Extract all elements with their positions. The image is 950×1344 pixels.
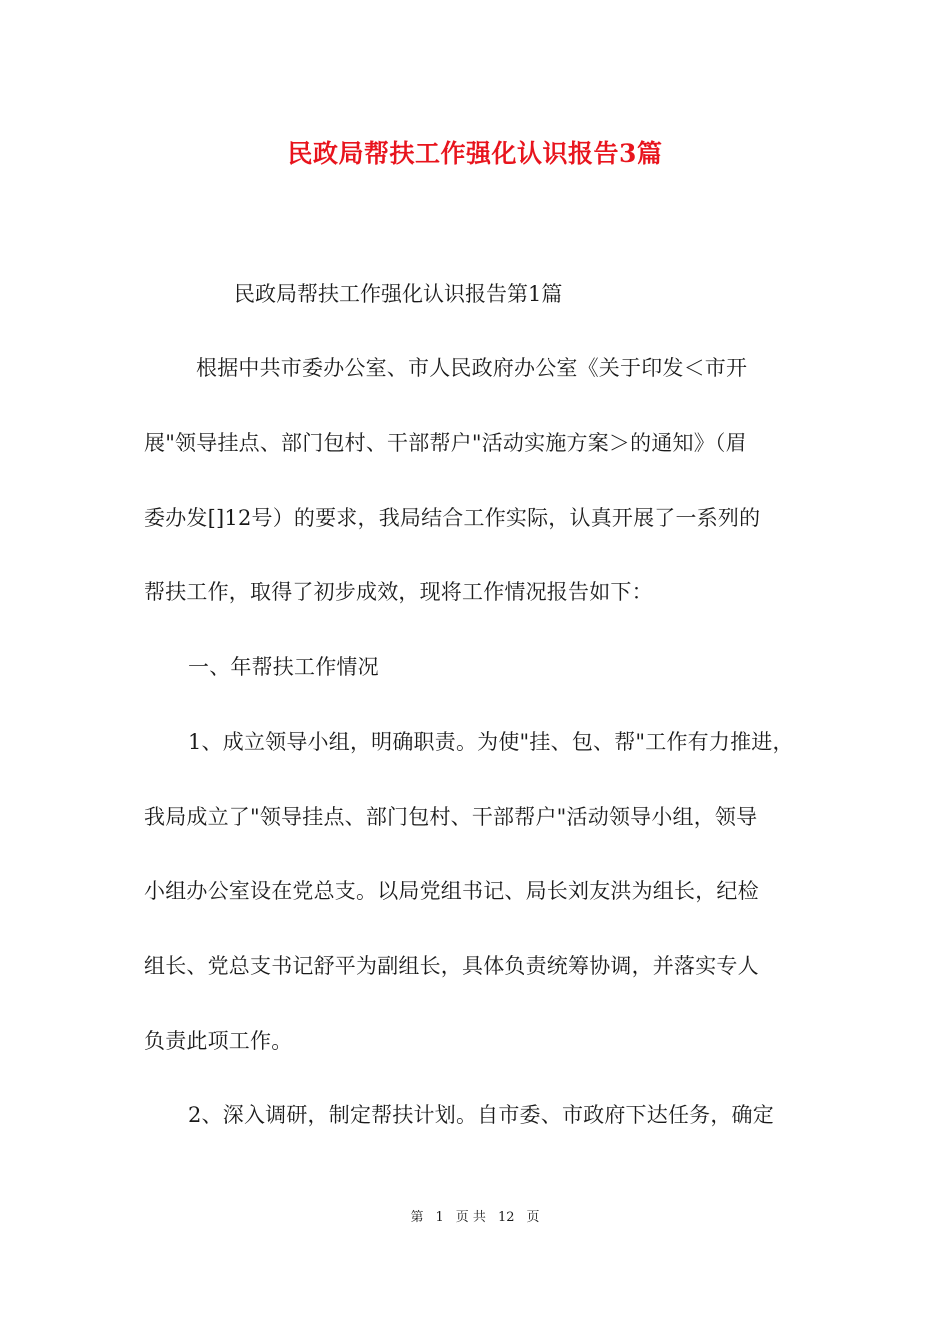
body-line: 负责此项工作。 [144,1029,293,1053]
body-line: 小组办公室设在党总支。以局党组书记、局长刘友洪为组长，纪检 [144,879,759,903]
body-line: 1、成立领导小组，明确职责。为使"挂、包、帮"工作有力推进， [188,730,794,754]
section-heading: 一、年帮扶工作情况 [188,655,379,679]
body-line: 委办发[]12号）的要求，我局结合工作实际，认真开展了一系列的 [144,506,761,530]
footer-current-page: 1 [435,1210,444,1225]
footer-prefix: 第 [410,1210,424,1225]
body-line: 我局成立了"领导挂点、部门包村、干部帮户"活动领导小组，领导 [144,805,758,829]
body-line: 2、深入调研，制定帮扶计划。自市委、市政府下达任务，确定 [188,1103,774,1127]
body-line: 展"领导挂点、部门包村、干部帮户"活动实施方案＞的通知》（眉 [144,431,747,455]
page-footer [0,1208,950,1228]
footer-suffix: 页 [526,1210,540,1225]
footer-total-pages: 12 [497,1210,515,1225]
body-line: 组长、党总支书记舒平为副组长，具体负责统筹协调，并落实专人 [144,954,759,978]
document-title: 民政局帮扶工作强化认识报告3篇 [287,139,663,168]
footer-middle: 页 共 [455,1210,486,1225]
body-line: 帮扶工作，取得了初步成效，现将工作情况报告如下： [144,580,653,604]
body-line: 根据中共市委办公室、市人民政府办公室《关于印发＜市开 [196,356,748,380]
section-subheading: 民政局帮扶工作强化认识报告第1篇 [234,282,563,306]
